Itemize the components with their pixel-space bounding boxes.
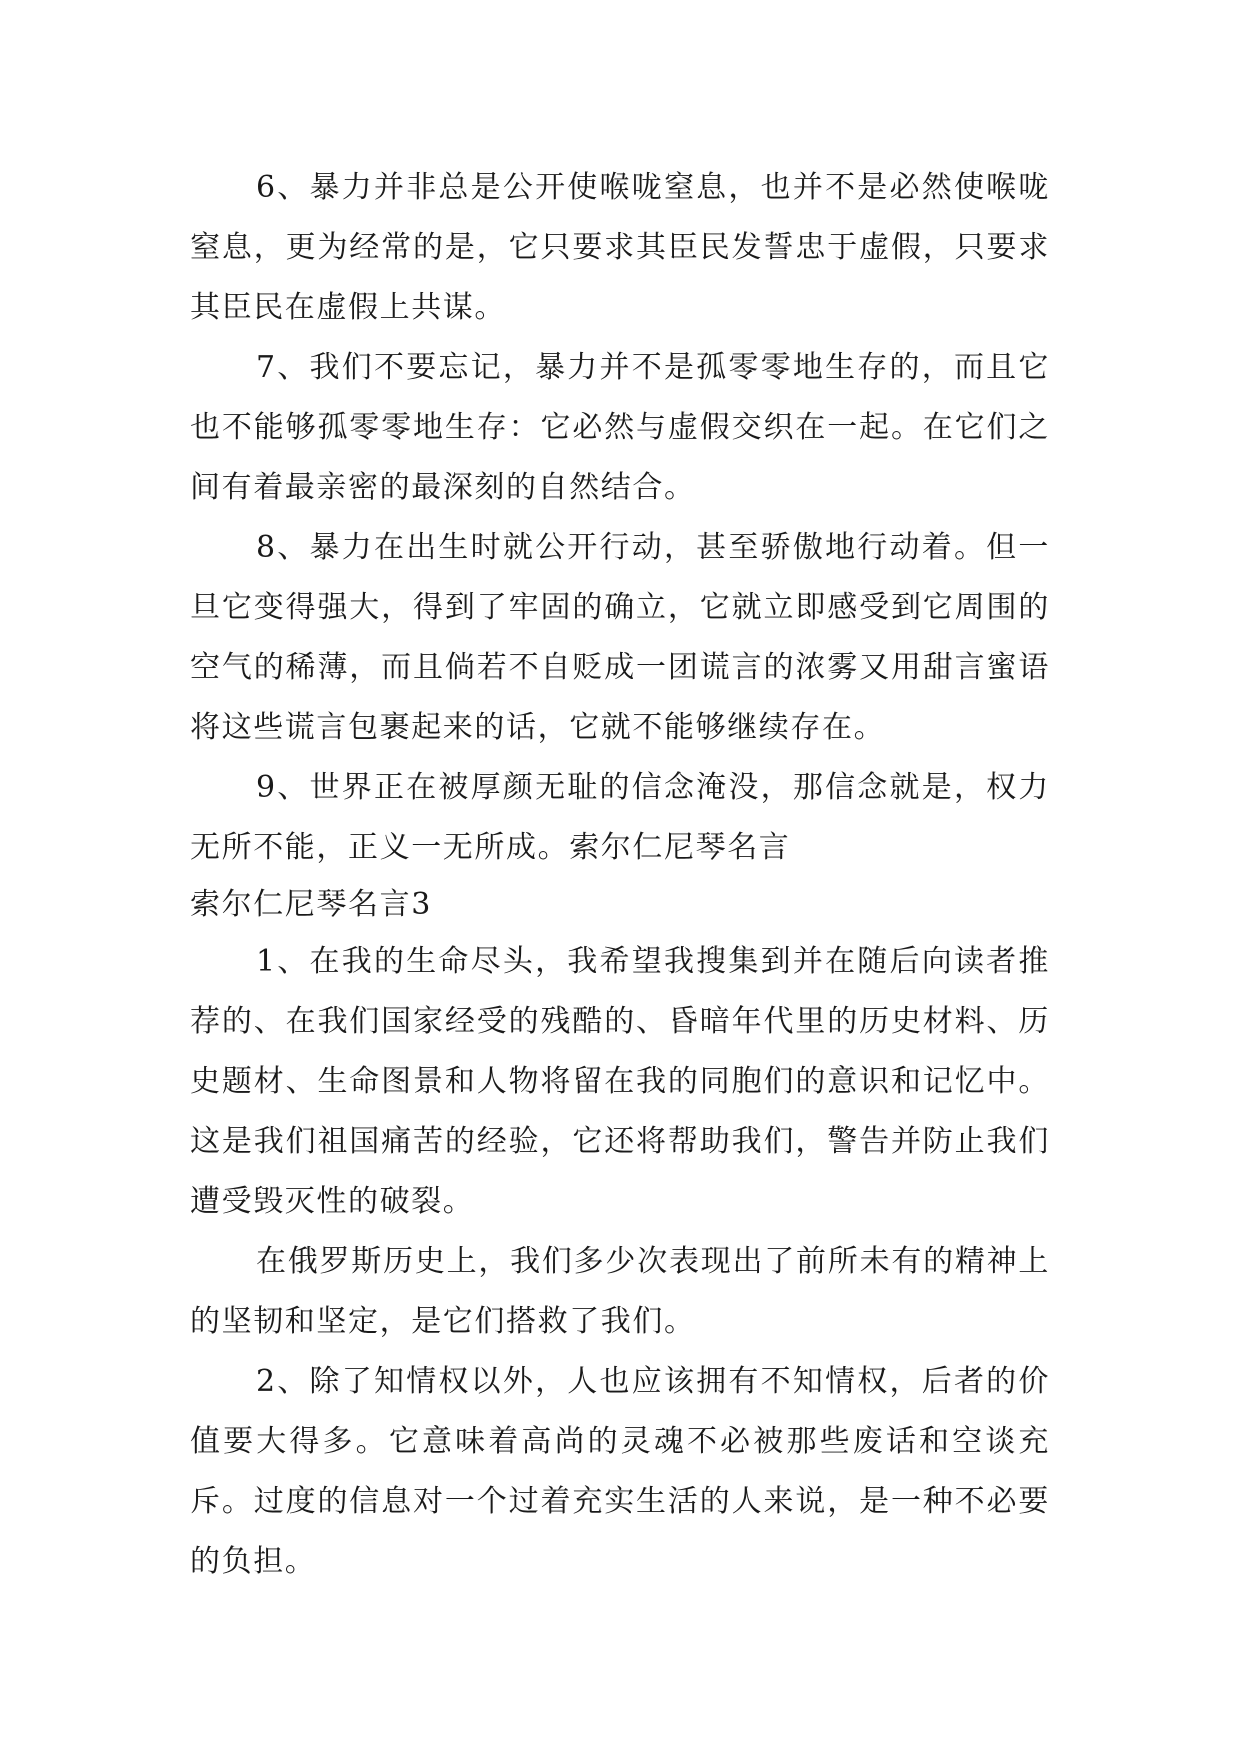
paragraph-quote-7: 7、我们不要忘记，暴力并不是孤零零地生存的，而且它也不能够孤零零地生存：它必然与虚假交织在一起。在它们之间有着最亲密的最深刻的自然结合。 <box>190 350 1050 505</box>
paragraph-quote-9: 9、世界正在被厚颜无耻的信念淹没，那信念就是，权力无所不能，正义一无所成。索尔仁尼琴名言 <box>190 770 1050 865</box>
paragraph-quote-2: 2、除了知情权以外，人也应该拥有不知情权，后者的价值要大得多。它意味着高尚的灵魂不必被那些废话和空谈充斥。过度的信息对一个过着充实生活的人来说，是一种不必要的负担。 <box>190 1364 1050 1579</box>
document-body <box>190 158 1050 1592</box>
paragraph-russia-history: 在俄罗斯历史上，我们多少次表现出了前所未有的精神上的坚韧和坚定，是它们搭救了我们。 <box>190 1244 1050 1339</box>
paragraph-quote-8: 8、暴力在出生时就公开行动，甚至骄傲地行动着。但一旦它变得强大，得到了牢固的确立，它就立即感受到它周围的空气的稀薄，而且倘若不自贬成一团谎言的浓雾又用甜言蜜语将这些谎言包裹起来的话，它就不能够继续存在。 <box>190 530 1050 745</box>
paragraph-quote-1: 1、在我的生命尽头，我希望我搜集到并在随后向读者推荐的、在我们国家经受的残酷的、昏暗年代里的历史材料、历史题材、生命图景和人物将留在我的同胞们的意识和记忆中。这是我们祖国痛苦的经验，它还将帮助我们，警告并防止我们遭受毁灭性的破裂。 <box>190 944 1050 1219</box>
paragraph-quote-6: 6、暴力并非总是公开使喉咙窒息，也并不是必然使喉咙窒息，更为经常的是，它只要求其臣民发誓忠于虚假，只要求其臣民在虚假上共谋。 <box>190 170 1050 325</box>
section-heading: 索尔仁尼琴名言3 <box>190 887 432 922</box>
